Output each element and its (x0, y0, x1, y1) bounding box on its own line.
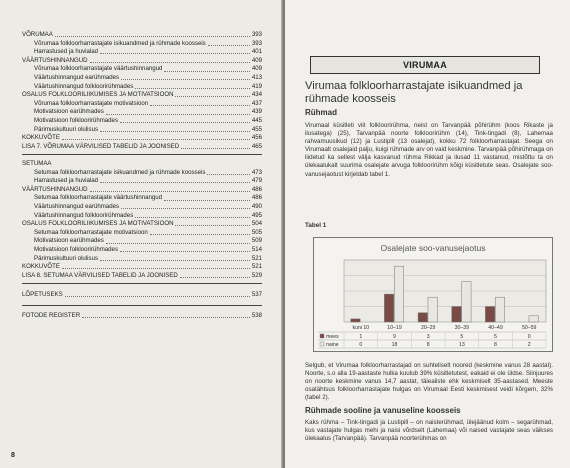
toc-leader-dots (120, 117, 250, 123)
toc-entry-title: Motivatsioon earühmades (34, 108, 104, 116)
toc-entry (22, 117, 262, 126)
table-label: Tabel 1 (305, 222, 327, 229)
toc-entry-title: Pärimuskultuuri olulisus (34, 254, 99, 262)
divider (22, 283, 262, 284)
divider (22, 305, 262, 306)
toc-entry-title: Väärtushinnangud folkloorirühmades (34, 211, 134, 219)
toc-leader-dots (181, 143, 250, 149)
toc-leader-dots (55, 31, 250, 37)
toc-entry (22, 272, 262, 281)
x-tick-label: 40–49 (488, 325, 503, 331)
toc-entry-title: Setumaa folkloorharrastajate väärtushinnangud (34, 194, 163, 202)
toc-entry-page: 401 (251, 48, 262, 56)
toc-entry-title: Setumaa folkloorharrastajate motivatsioon (34, 228, 148, 236)
data-table-value: 0 (359, 342, 363, 348)
toc-section-fotode-register (22, 312, 262, 321)
data-table-value: 0 (527, 334, 531, 340)
toc-leader-dots (180, 272, 250, 278)
toc-entry (22, 134, 262, 143)
toc-leader-dots (150, 229, 250, 235)
toc-entry-page: 455 (251, 125, 262, 133)
x-tick-label: kuni 10 (352, 325, 370, 331)
toc-entry (22, 48, 262, 57)
toc-entry-title: Pärimuskultuuri olulisus (34, 125, 99, 133)
toc-entry-title: Motivatsioon folkloorirühmades (34, 116, 118, 124)
toc-entry-page: 465 (251, 142, 262, 150)
bar-naine (394, 266, 403, 322)
toc-entry-page: 393 (251, 39, 262, 47)
divider (22, 154, 262, 155)
toc-section-vorumaa (22, 31, 262, 151)
region-banner: VIRUMAA (310, 56, 540, 74)
toc-entry-page: 439 (251, 108, 262, 116)
toc-entry-title: OSALUS FOLKLOORILIIKUMISES JA MOTIVATSIOON (22, 91, 174, 99)
bar-mees (384, 294, 393, 322)
toc-leader-dots (106, 108, 250, 114)
toc-entry (22, 246, 262, 255)
bar-naine (462, 282, 471, 322)
toc-entry-page: 473 (251, 168, 262, 176)
chart-frame (313, 237, 553, 352)
toc-entry-page: 409 (251, 65, 262, 73)
toc-section-setumaa (22, 160, 262, 280)
toc-leader-dots (121, 203, 250, 209)
toc-leader-dots (207, 169, 249, 175)
toc-entry-title: Väärtushinnangud earühmades (34, 202, 120, 210)
bar-naine (529, 316, 538, 322)
toc-entry-page: 393 (251, 31, 262, 38)
toc-entry (22, 83, 262, 92)
toc-entry-page: 514 (251, 245, 262, 253)
toc-entry-title: VÕRUMAA (22, 31, 53, 38)
toc-entry (22, 108, 262, 117)
toc-entry (22, 212, 262, 221)
toc-entry (22, 177, 262, 186)
bar-mees (351, 319, 360, 322)
bar-mees (452, 307, 461, 323)
data-table-value: 13 (458, 342, 465, 348)
toc-entry-page: 486 (251, 194, 262, 202)
toc-leader-dots (120, 246, 250, 252)
toc-entry-title: Motivatsioon folkloorirühmades (34, 245, 118, 253)
toc-entry-title: Setumaa folkloorharrastajate isikuandmed ja rühmade koosseis (34, 168, 206, 176)
bar-naine (428, 297, 437, 322)
x-tick-label: 50–59 (521, 325, 537, 331)
toc-entry (22, 31, 262, 40)
legend-label: naine (326, 342, 339, 348)
toc-leader-dots (100, 177, 250, 183)
right-page (285, 0, 570, 468)
toc-leader-dots (150, 100, 250, 106)
toc-leader-dots (100, 255, 250, 261)
toc-entry-page: 521 (251, 254, 262, 262)
toc-entry-page: 495 (251, 211, 262, 219)
toc-leader-dots (90, 57, 250, 63)
legend-swatch (320, 342, 324, 346)
toc-entry-title: LISA 8. SETUMAA VÄRVILISED TABELID JA JOONISED (22, 271, 178, 279)
toc-section-lopetuseks (22, 291, 262, 300)
toc-leader-dots (62, 134, 250, 140)
toc-entry (22, 220, 262, 229)
data-table-value: 5 (460, 334, 464, 340)
toc-entry-page: 445 (251, 116, 262, 124)
toc-leader-dots (164, 194, 250, 200)
toc-entry (22, 126, 262, 135)
bar-chart (314, 238, 552, 351)
toc-entry-page: 479 (251, 177, 262, 185)
paragraph-composition: Kaks rühma – Tink-tingadi ja Lustipill – on naisterühmad, ülejäänud kolm – segarühmad, kus vastajate hulgas mehi ja naisi võrdselt (Lahemaa) või naised vastajate seas väikses ülekaalus (Tarvanpää). Tarvanpää noorterühmas on (305, 419, 553, 443)
toc-leader-dots (65, 291, 250, 297)
toc-entry (22, 40, 262, 49)
toc-entry-page: 509 (251, 237, 262, 245)
page-title: Virumaa folkloorharrastajate isikuandmed ja rühmade koosseis (305, 80, 523, 105)
toc-entry (22, 91, 262, 100)
x-tick-label: 30–39 (454, 325, 470, 331)
data-table-value: 3 (426, 334, 430, 340)
section-heading-ruhmad: Rühmad (305, 108, 337, 117)
toc-entry (22, 203, 262, 212)
toc-entry-page: 437 (251, 99, 262, 107)
toc-entry (22, 237, 262, 246)
toc-leader-dots (100, 48, 250, 54)
toc-entry-page: 529 (251, 271, 262, 279)
toc-entry-page: 538 (251, 312, 262, 319)
toc-leader-dots (164, 65, 249, 71)
toc-entry-title: Motivatsioon earühmades (34, 237, 104, 245)
toc-entry (22, 263, 262, 272)
toc-entry (22, 229, 262, 238)
toc-entry (22, 100, 262, 109)
toc-entry (22, 169, 262, 178)
toc-entry (22, 74, 262, 83)
toc-entry-title: VÄÄRTUSHINNANGUD (22, 185, 88, 193)
bar-naine (495, 297, 504, 322)
x-tick-label: 10–19 (387, 325, 402, 331)
toc-entry-title: Võrumaa folkloorharrastajate väärtushinnangud (34, 65, 163, 73)
toc-entry-title: Väärtushinnangud folkloorirühmades (34, 82, 134, 90)
section-heading-composition: Rühmade sooline ja vanuseline koosseis (305, 406, 461, 415)
toc-entry-title: FOTODE REGISTER (22, 312, 81, 319)
toc-leader-dots (82, 312, 250, 318)
toc-leader-dots (106, 237, 250, 243)
toc-entry-title: KOKKUVÕTE (22, 134, 60, 142)
toc-entry-page: 434 (251, 91, 262, 99)
toc-entry (22, 194, 262, 203)
legend-swatch (320, 334, 324, 338)
toc-entry-title: KOKKUVÕTE (22, 263, 60, 271)
paragraph-findings: Selgub, et Virumaa folkloorharrastajad on suhteliselt noored (keskmine vanus 28 aastat). Noorte, s.o alla 19-aastaste hulka kuulub 39% küsitletutest, eakaid ei ole üldse. Siinjuures on noorte keskmine vanus 14,7 aastat, täiealiste ehk keskmiselt 35-aastased. Meeste osatähtsus folkloorharrastajate hulgas on Virumaal Eesti keskmisest veidi kõrgem, 32% (tabel 2). (305, 362, 553, 402)
toc-entry-page: 486 (251, 185, 262, 193)
data-table-value: 1 (359, 334, 363, 340)
data-table-value: 8 (494, 342, 497, 348)
toc-entry-page: 490 (251, 202, 262, 210)
toc-leader-dots (175, 220, 249, 226)
data-table-value: 2 (527, 342, 531, 348)
toc-entry (22, 255, 262, 264)
left-page (0, 0, 283, 468)
page-number: 8 (11, 452, 15, 459)
toc-entry-page: 409 (251, 56, 262, 64)
toc-entry-page: 521 (251, 263, 262, 271)
toc-entry-page: 456 (251, 134, 262, 142)
toc-entry-title: Harrastused ja huvialad (34, 177, 99, 185)
toc-entry (22, 291, 262, 300)
toc-leader-dots (90, 186, 250, 192)
toc-entry-page: 505 (251, 228, 262, 236)
paragraph-intro: Virumaal küsitleti viit folkloorirühma, neist on Tarvanpää põhirühm (koos Rikaste ja ilusatega) (25), Tarvanpää noorte folkloorirühm (14), Tink-tingadi (8), Lahemaa rahvamuusikud (12) ja Lustipill (13 osalejat), kokku 72 folkloorharrastajat. Seega on Virumaalt osalejaid palju, kuigi rühmade arv on vaid keskmine. Tarvanpää põhirühmaga on liidetud ka sellest välja kasvanud rühma Rikkad ja ilusad 11 vastanud, mistõttu ta on ülekaalukalt suurima osalejate arvuga folkloorirühm kõigi küsitletute seas. Osalejate soo-vanusejaotust kirjeldab tabel 1. (305, 122, 553, 178)
toc-entry-title: OSALUS FOLKLOORILIIKUMISES JA MOTIVATSIOON (22, 220, 174, 228)
toc-entry-title: LISA 7. VÕRUMAA VÄRVILISED TABELID JA JOONISED (22, 142, 180, 150)
toc-entry-page: 413 (251, 73, 262, 81)
toc-leader-dots (175, 91, 249, 97)
toc-leader-dots (135, 212, 250, 218)
x-tick-label: 20–29 (420, 325, 436, 331)
bar-mees (418, 313, 427, 322)
toc-entry-page: 419 (251, 82, 262, 90)
toc-entry-page: 504 (251, 220, 262, 228)
toc-entry-title: VÄÄRTUSHINNANGUD (22, 56, 88, 64)
chart-title: Osalejate soo-vanusejaotus (380, 243, 486, 253)
data-table-value: 5 (494, 334, 497, 340)
toc-entry (22, 65, 262, 74)
toc-entry-title: Harrastused ja huvialad (34, 48, 99, 56)
toc-entry (22, 143, 262, 152)
toc-leader-dots (135, 83, 250, 89)
toc-leader-dots (62, 263, 250, 269)
toc-entry-title: Väärtushinnangud earühmades (34, 73, 120, 81)
toc-entry (22, 57, 262, 66)
legend-label: mees (326, 334, 339, 340)
toc-entry-title: Võrumaa folkloorharrastajate motivatsioon (34, 99, 149, 107)
toc-leader-dots (208, 40, 250, 46)
data-table-value: 9 (393, 334, 396, 340)
toc-entry (22, 186, 262, 195)
data-table-value: 8 (426, 342, 430, 348)
toc-entry (22, 160, 262, 169)
toc-entry-title: SETUMAA (22, 160, 52, 167)
toc-leader-dots (121, 74, 250, 80)
data-table-value: 18 (391, 342, 398, 348)
toc-leader-dots (100, 126, 250, 132)
toc-entry (22, 312, 262, 321)
toc-entry-page: 537 (251, 291, 262, 298)
bar-mees (485, 307, 494, 323)
toc-entry-title: LÕPETUSEKS (22, 291, 63, 298)
toc-entry-title: Võrumaa folkloorharrastajate isikuandmed ja rühmade koosseis (34, 39, 206, 47)
